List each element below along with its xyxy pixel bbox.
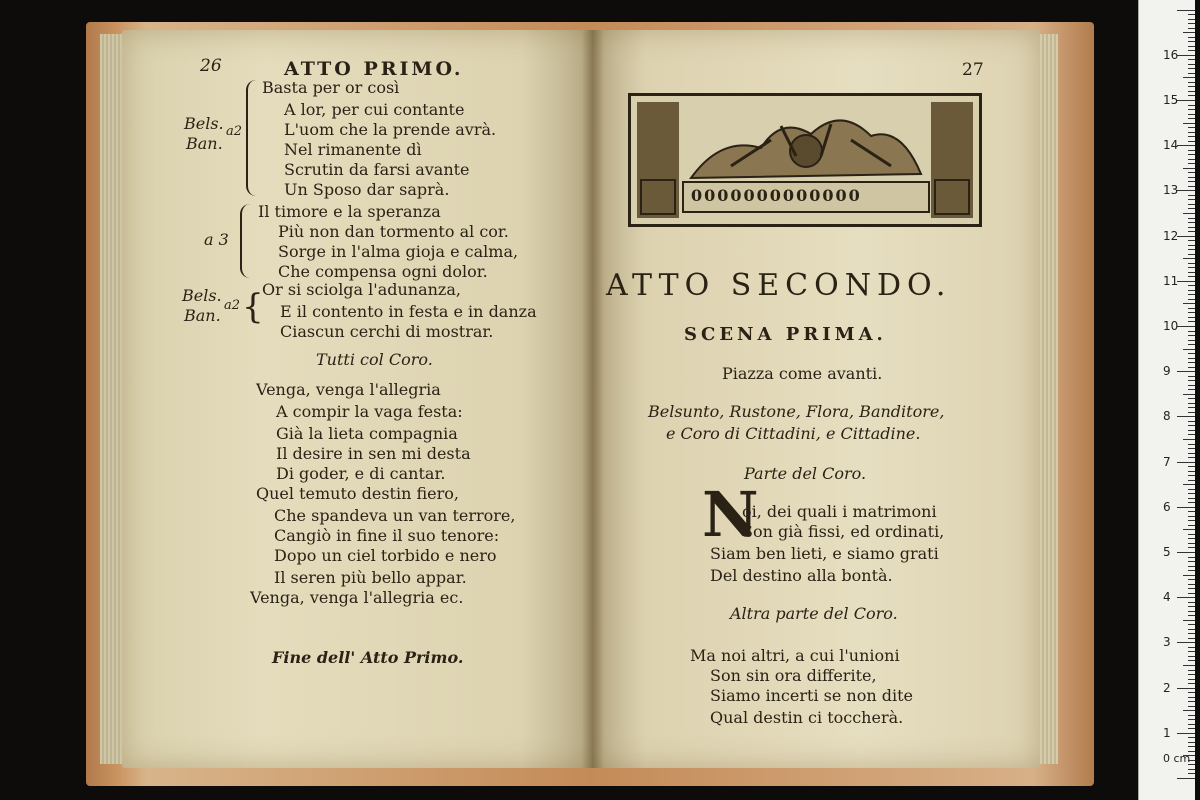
ruler-tick xyxy=(1188,23,1195,24)
ruler-tick xyxy=(1183,710,1195,711)
verse-line: Or si sciolga l'adunanza, xyxy=(262,280,461,299)
ruler-number: 4 xyxy=(1163,590,1171,605)
ruler-tick xyxy=(1183,123,1195,124)
ruler-tick xyxy=(1188,272,1195,273)
ruler-tick xyxy=(1188,498,1195,499)
ruler-tick xyxy=(1188,566,1195,567)
ruler-tick xyxy=(1188,285,1195,286)
vignette-digits: 0000000000000 xyxy=(691,186,862,205)
ruler-tick xyxy=(1183,484,1195,485)
right-page-edges xyxy=(1040,34,1058,764)
tutti-heading: Tutti col Coro. xyxy=(316,350,433,369)
ruler-number: 13 xyxy=(1163,183,1179,198)
a2-label: a2 xyxy=(226,124,243,139)
chorus-line: Quel temuto destin fiero, xyxy=(256,484,459,503)
ruler-tick xyxy=(1188,186,1195,187)
a3-label: a 3 xyxy=(204,230,229,249)
ruler-tick xyxy=(1188,254,1195,255)
ruler-tick xyxy=(1177,733,1195,734)
ruler-tick xyxy=(1177,281,1195,282)
ruler-tick xyxy=(1188,534,1195,535)
ruler-tick xyxy=(1188,267,1195,268)
ruler-tick xyxy=(1188,385,1195,386)
ruler-tick xyxy=(1188,222,1195,223)
ruler-tick xyxy=(1188,290,1195,291)
drop-cap: N xyxy=(702,478,759,551)
ruler-tick xyxy=(1183,213,1195,214)
ruler-tick xyxy=(1177,371,1195,372)
verse-line: L'uom che la prende avrà. xyxy=(284,120,497,139)
ruler-tick xyxy=(1188,358,1195,359)
ruler-tick xyxy=(1188,154,1195,155)
ruler-tick xyxy=(1183,168,1195,169)
ruler-tick xyxy=(1177,416,1195,417)
ruler-tick xyxy=(1188,453,1195,454)
ruler-tick xyxy=(1188,425,1195,426)
speaker-label-ban: Ban. xyxy=(184,306,221,325)
ruler-tick xyxy=(1188,584,1195,585)
ruler-tick xyxy=(1177,552,1195,553)
ruler-tick xyxy=(1188,118,1195,119)
ruler-tick xyxy=(1188,728,1195,729)
ruler-tick xyxy=(1188,64,1195,65)
chorus-line: Cangiò in fine il suo tenore: xyxy=(274,526,500,545)
measuring-ruler xyxy=(1138,0,1195,800)
verse-line: Scrutin da farsi avante xyxy=(284,160,470,179)
speaker-label-bels: Bels. xyxy=(182,286,222,305)
chorus-line: Il seren più bello appar. xyxy=(274,568,467,587)
verse-line: Ciascun cerchi di mostrar. xyxy=(280,322,494,341)
verse-line: oi, dei quali i matrimoni xyxy=(742,502,937,521)
chorus-line: Il desire in sen mi desta xyxy=(276,444,471,463)
ruler-tick xyxy=(1188,46,1195,47)
ruler-tick xyxy=(1188,367,1195,368)
ruler-tick xyxy=(1177,100,1195,101)
ruler-number: 8 xyxy=(1163,409,1171,424)
ruler-tick xyxy=(1188,389,1195,390)
ruler-tick xyxy=(1188,706,1195,707)
ruler-tick xyxy=(1188,769,1195,770)
ruler-tick xyxy=(1188,68,1195,69)
ruler-number: 11 xyxy=(1163,273,1179,288)
ruler-tick xyxy=(1188,91,1195,92)
ruler-tick xyxy=(1188,181,1195,182)
ruler-tick xyxy=(1188,602,1195,603)
verse-line: Del destino alla bontà. xyxy=(710,566,893,585)
ruler-tick xyxy=(1188,127,1195,128)
verse-line: Il timore e la speranza xyxy=(258,202,441,221)
ruler-tick xyxy=(1177,642,1195,643)
verse-line: Siamo incerti se non dite xyxy=(710,686,913,705)
ruler-tick xyxy=(1188,611,1195,612)
ruler-tick xyxy=(1177,326,1195,327)
ruler-tick xyxy=(1188,511,1195,512)
ruler-tick xyxy=(1188,692,1195,693)
ruler-unit-label: 0 cm xyxy=(1163,752,1191,765)
ruler-tick xyxy=(1188,489,1195,490)
ruler-tick xyxy=(1188,670,1195,671)
verse-line: Che compensa ogni dolor. xyxy=(278,262,488,281)
speaker-label-bels: Bels. xyxy=(184,114,224,133)
characters-line: Belsunto, Rustone, Flora, Banditore, xyxy=(648,402,945,421)
ruler-tick xyxy=(1188,163,1195,164)
ruler-tick xyxy=(1188,19,1195,20)
ruler-tick xyxy=(1188,444,1195,445)
ruler-tick xyxy=(1183,303,1195,304)
ruler-tick xyxy=(1188,362,1195,363)
right-column xyxy=(931,102,973,218)
ruler-tick xyxy=(1188,398,1195,399)
ruler-tick xyxy=(1188,105,1195,106)
ruler-tick xyxy=(1188,502,1195,503)
ruler-tick xyxy=(1177,462,1195,463)
verse-line: Più non dan tormento al cor. xyxy=(278,222,509,241)
ruler-tick xyxy=(1188,376,1195,377)
ruler-tick xyxy=(1188,466,1195,467)
ruler-tick xyxy=(1188,73,1195,74)
chorus-line: Dopo un ciel torbido e nero xyxy=(274,546,497,565)
ruler-number: 7 xyxy=(1163,454,1171,469)
ruler-number: 10 xyxy=(1163,319,1179,333)
ruler-tick xyxy=(1177,190,1195,191)
act-title: ATTO SECONDO. xyxy=(606,268,952,303)
characters-line: e Coro di Cittadini, e Cittadine. xyxy=(666,424,921,443)
fine-atto-primo: Fine dell' Atto Primo. xyxy=(272,648,464,667)
ruler-tick xyxy=(1188,588,1195,589)
ruler-tick xyxy=(1188,177,1195,178)
setting-line: Piazza come avanti. xyxy=(722,364,883,383)
ruler-tick xyxy=(1188,651,1195,652)
ruler-tick xyxy=(1188,593,1195,594)
ruler-tick xyxy=(1188,294,1195,295)
ruler-tick xyxy=(1183,439,1195,440)
ruler-tick xyxy=(1188,674,1195,675)
verse-line: Son già fissi, ed ordinati, xyxy=(742,522,945,541)
scene-title: SCENA PRIMA. xyxy=(684,324,887,345)
ruler-tick xyxy=(1188,638,1195,639)
verse-line: Ma noi altri, a cui l'unioni xyxy=(690,646,900,665)
ruler-tick xyxy=(1188,629,1195,630)
verse-line: Son sin ora differite, xyxy=(710,666,877,685)
ruler-tick xyxy=(1188,41,1195,42)
ruler-tick xyxy=(1188,263,1195,264)
ruler-tick xyxy=(1177,10,1195,11)
verse-line: A lor, per cui contante xyxy=(284,100,465,119)
speaker-label-ban: Ban. xyxy=(186,134,223,153)
ruler-tick xyxy=(1188,421,1195,422)
ruler-tick xyxy=(1188,480,1195,481)
ruler-tick xyxy=(1188,579,1195,580)
brace xyxy=(240,204,250,278)
ruler-tick xyxy=(1183,258,1195,259)
ruler-tick xyxy=(1183,32,1195,33)
ruler-tick xyxy=(1188,86,1195,87)
ruler-tick xyxy=(1188,543,1195,544)
ruler-tick xyxy=(1188,538,1195,539)
ruler-tick xyxy=(1188,132,1195,133)
right-page-number: 27 xyxy=(962,60,984,80)
left-running-header: ATTO PRIMO. xyxy=(284,58,464,80)
ruler-tick xyxy=(1177,688,1195,689)
ruler-tick xyxy=(1188,321,1195,322)
ruler-tick xyxy=(1188,141,1195,142)
ruler-tick xyxy=(1188,660,1195,661)
ruler-tick xyxy=(1188,412,1195,413)
ruler-tick xyxy=(1188,746,1195,747)
ruler-tick xyxy=(1183,665,1195,666)
book-gutter xyxy=(582,30,604,768)
altra-heading: Altra parte del Coro. xyxy=(730,604,898,623)
ruler-tick xyxy=(1188,245,1195,246)
verse-line: Nel rimanente dì xyxy=(284,140,422,159)
ruler-tick xyxy=(1188,299,1195,300)
ruler-tick xyxy=(1188,547,1195,548)
ruler-tick xyxy=(1188,679,1195,680)
ruler-tick xyxy=(1188,344,1195,345)
verse-line: Un Sposo dar saprà. xyxy=(284,180,450,199)
ruler-tick xyxy=(1188,331,1195,332)
ruler-tick xyxy=(1188,434,1195,435)
ruler-tick xyxy=(1188,403,1195,404)
a2-label: a2 xyxy=(224,298,241,313)
ruler-tick xyxy=(1188,737,1195,738)
chorus-line: Venga, venga l'allegria xyxy=(256,380,441,399)
ruler-tick xyxy=(1177,778,1195,779)
ruler-tick xyxy=(1188,656,1195,657)
ruler-tick xyxy=(1188,249,1195,250)
ruler-tick xyxy=(1188,335,1195,336)
ruler-tick xyxy=(1188,340,1195,341)
ruler-tick xyxy=(1188,50,1195,51)
ruler-number: 15 xyxy=(1163,93,1179,107)
parte-heading: Parte del Coro. xyxy=(744,464,867,483)
left-page-number: 26 xyxy=(200,56,222,76)
ruler-tick xyxy=(1177,236,1195,237)
ruler-tick xyxy=(1188,28,1195,29)
chorus-line: A compir la vaga festa: xyxy=(276,402,463,421)
ruler-number: 16 xyxy=(1163,47,1179,62)
ruler-tick xyxy=(1188,37,1195,38)
ruler-tick xyxy=(1188,227,1195,228)
verse-line: Qual destin ci toccherà. xyxy=(710,708,904,727)
chorus-line: Già la lieta compagnia xyxy=(276,424,458,443)
ruler-tick xyxy=(1188,136,1195,137)
ruler-tick xyxy=(1188,773,1195,774)
ruler-tick xyxy=(1188,715,1195,716)
ruler-tick xyxy=(1188,742,1195,743)
ruler-tick xyxy=(1188,208,1195,209)
ruler-tick xyxy=(1188,624,1195,625)
ruler-tick xyxy=(1183,77,1195,78)
brace xyxy=(246,80,256,196)
ornamental-vignette xyxy=(628,93,982,227)
ruler-tick xyxy=(1188,14,1195,15)
ruler-tick xyxy=(1188,308,1195,309)
chorus-line: Di goder, e di cantar. xyxy=(276,464,446,483)
ruler-tick xyxy=(1188,240,1195,241)
verse-line: Basta per or così xyxy=(262,78,400,97)
ruler-tick xyxy=(1188,493,1195,494)
left-column xyxy=(637,102,679,218)
ruler-tick xyxy=(1183,529,1195,530)
ruler-tick xyxy=(1188,276,1195,277)
ruler-tick xyxy=(1188,353,1195,354)
ruler-tick xyxy=(1188,114,1195,115)
ruler-tick xyxy=(1188,82,1195,83)
ruler-tick xyxy=(1188,159,1195,160)
ruler-tick xyxy=(1188,95,1195,96)
ruler-tick xyxy=(1188,719,1195,720)
verse-line: E il contento in festa e in danza xyxy=(280,302,537,321)
ruler-number: 6 xyxy=(1163,499,1171,514)
ruler-tick xyxy=(1188,231,1195,232)
verse-line: Siam ben lieti, e siamo grati xyxy=(710,544,939,563)
ruler-tick xyxy=(1188,172,1195,173)
ruler-tick xyxy=(1188,457,1195,458)
ruler-number: 14 xyxy=(1163,138,1179,153)
ruler-tick xyxy=(1188,525,1195,526)
ruler-tick xyxy=(1188,448,1195,449)
left-page-edges xyxy=(100,34,124,764)
ruler-tick xyxy=(1188,570,1195,571)
ruler-tick xyxy=(1188,557,1195,558)
ruler-tick xyxy=(1188,701,1195,702)
ruler-tick xyxy=(1188,633,1195,634)
ruler-tick xyxy=(1188,606,1195,607)
ruler-tick xyxy=(1177,507,1195,508)
ruler-tick xyxy=(1188,59,1195,60)
chorus-line: Che spandeva un van terrore, xyxy=(274,506,516,525)
ruler-tick xyxy=(1177,55,1195,56)
ruler-tick xyxy=(1188,199,1195,200)
chorus-line: Venga, venga l'allegria ec. xyxy=(250,588,464,607)
ruler-tick xyxy=(1188,407,1195,408)
ruler-tick xyxy=(1188,683,1195,684)
ruler-number: 1 xyxy=(1163,725,1171,740)
ruler-tick xyxy=(1188,561,1195,562)
ruler-tick xyxy=(1188,218,1195,219)
ruler-tick xyxy=(1188,195,1195,196)
ruler-tick xyxy=(1188,647,1195,648)
ruler-tick xyxy=(1188,317,1195,318)
curly-brace: { xyxy=(242,287,264,327)
ruler-number: 3 xyxy=(1163,635,1171,650)
ruler-tick xyxy=(1188,475,1195,476)
ruler-tick xyxy=(1188,150,1195,151)
ruler-tick xyxy=(1188,697,1195,698)
ruler-number: 12 xyxy=(1163,228,1179,243)
ruler-tick xyxy=(1183,394,1195,395)
ruler-tick xyxy=(1183,620,1195,621)
ruler-tick xyxy=(1183,575,1195,576)
ruler-tick xyxy=(1188,109,1195,110)
ruler-tick xyxy=(1188,204,1195,205)
ruler-tick xyxy=(1183,349,1195,350)
ruler-tick xyxy=(1188,312,1195,313)
ruler-tick xyxy=(1188,615,1195,616)
ruler-tick xyxy=(1188,380,1195,381)
ruler-tick xyxy=(1188,516,1195,517)
ruler-tick xyxy=(1177,145,1195,146)
ruler-number: 9 xyxy=(1163,364,1171,379)
ruler-number: 5 xyxy=(1163,545,1171,559)
ruler-tick xyxy=(1188,520,1195,521)
ruler-tick xyxy=(1188,724,1195,725)
ruler-number: 2 xyxy=(1163,680,1171,695)
ruler-tick xyxy=(1188,430,1195,431)
verse-line: Sorge in l'alma gioja e calma, xyxy=(278,242,519,261)
ruler-tick xyxy=(1177,597,1195,598)
ruler-tick xyxy=(1188,471,1195,472)
